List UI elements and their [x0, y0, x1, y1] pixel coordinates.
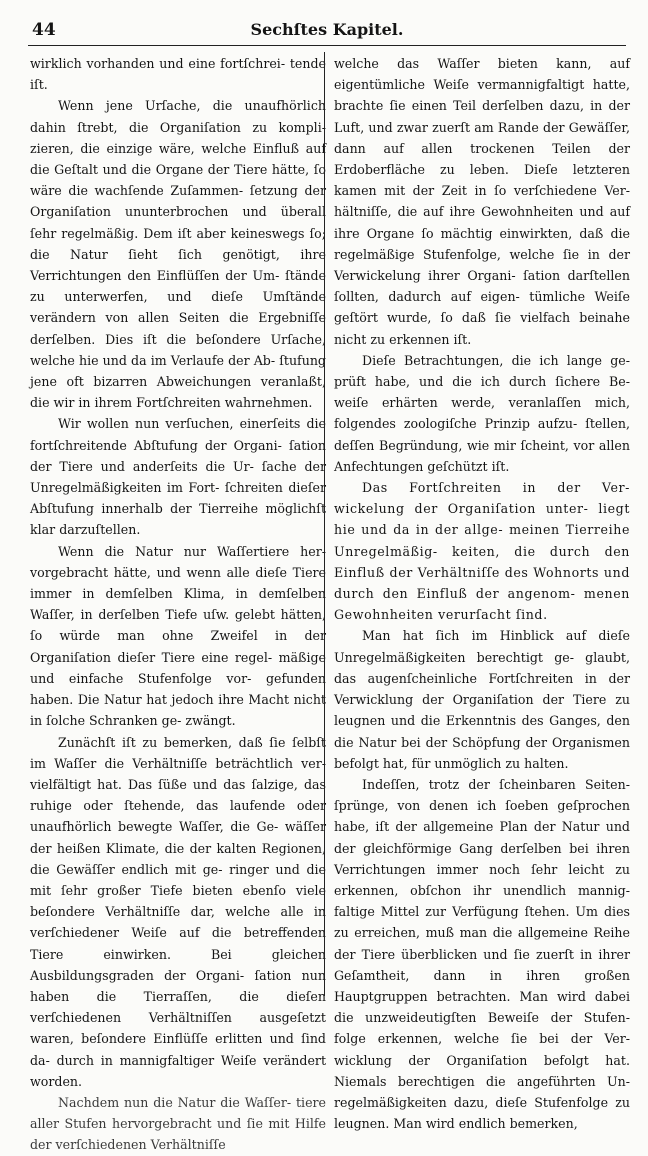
column-divider: [324, 52, 325, 996]
paragraph: Wir wollen nun verſuchen, einerſeits die fortſchreitende Abſtufung der Organi- ſation der Tiere und anderſeits die Ur- ſache der Unregelmäßigkeiten im Fort- ſchreiten dieſer Abſtufung innerhalb der Tierreihe möglichſt klar darzuſtellen.: [30, 416, 326, 538]
paragraph: Man hat ſich im Hinblick auf dieſe Unregelmäßigkeiten berechtigt ge- glaubt, das augenſcheinliche Fortſchreiten in der Verwicklung der Organiſation der Tiere zu leugnen und die Erkenntnis des Ganges, den die Natur bei der Schöpfung der Organismen befolgt hat, für unmöglich zu halten.: [334, 628, 630, 771]
paragraph: Zunächſt iſt zu bemerken, daß ſie ſelbſt im Waſſer die Verhältniſſe beträchtlich ver- vielfältigt hat. Das ſüße und das ſalzige, das ruhige oder ſtehende, das laufende oder unaufhörlich bewegte Waſſer, die Ge- wäſſer der heißen Klimate, die der kalten Regionen, die Gewäſſer endlich mit ge- ringer und die mit ſehr großer Tiefe bieten ebenſo viele beſondere Verhältniſſe dar, welche alle in verſchiedener Weiſe auf die betreffenden Tiere einwirken. Bei gleichen Ausbildungsgraden der Organi- ſation nun haben die Tierraſſen, die dieſen verſchiedenen Verhältniſſen ausgeſetzt waren, beſondere Einflüſſe erlitten und ſind da- durch in mannigfaltiger Weiſe verändert worden.: [30, 734, 326, 1089]
paragraph: wirklich vorhanden und eine fortſchrei- tende iſt.: [30, 56, 326, 93]
running-head: Sechſtes Kapitel.: [250, 20, 404, 39]
paragraph: welche das Waſſer bieten kann, auf eigentümliche Weiſe vermannigfaltigt hatte, brachte ſie einen Teil derſelben dazu, in der Luft, und zwar zuerſt am Rande der Gewäſſer, dann auf allen trockenen Teilen der Erdoberfläche zu leben. Dieſe letzteren kamen mit der Zeit in ſo verſchiedene Ver- hältniſſe, die auf ihre Gewohnheiten und auf ihre Organe ſo mächtig einwirkten, daß die regelmäßige Stufenfolge, welche ſie in der Verwickelung ihrer Organi- ſation darſtellen ſollten, dadurch auf eigen- tümliche Weiſe geſtört wurde, ſo daß ſie vielfach beinahe nicht zu erkennen iſt.: [334, 56, 630, 347]
principle-paragraph: Das Fortſchreiten in der Ver- wickelung der Organiſation unter- liegt hie und da in der allge- meinen Tierreihe Unregelmäßig- keiten, die durch den Einfluß der Verhältniſſe des Wohnorts und durch den Einfluß der angenom- menen Gewohnheiten verurſacht ſind.: [334, 480, 630, 623]
paragraph: Dieſe Betrachtungen, die ich lange ge- prüft habe, und die ich durch ſichere Be- weiſe erhärten werde, veranlaſſen mich, folgendes zoologiſche Prinzip aufzu- ſtellen, deſſen Begründung, wie mir ſcheint, vor allen Anfechtungen geſchützt iſt.: [334, 352, 630, 474]
paragraph: Wenn jene Urſache, die unaufhörlich dahin ſtrebt, die Organiſation zu kompli- zieren, die einzige wäre, welche Einfluß auf die Geſtalt und die Organe der Tiere hätte, ſo wäre die wachſende Zuſammen- ſetzung der Organiſation ununterbrochen und überall ſehr regelmäßig. Dem iſt aber keineswegs ſo; die Natur ſieht ſich genötigt, ihre Verrichtungen den Einflüſſen der Um- ſtände zu unterwerfen, und dieſe Umſtände verändern von allen Seiten die Ergebniſſe derſelben. Dies iſt die beſondere Urſache, welche hie und da im Verlaufe der Ab- ſtufung jene oft bizarren Abweichungen veranlaßt, die wir in ihrem Fortſchreiten wahrnehmen.: [30, 98, 326, 411]
page-number: 44: [32, 20, 56, 40]
paragraph: Wenn die Natur nur Waſſertiere her- vorgebracht hätte, und wenn alle dieſe Tiere immer in demſelben Klima, in demſelben Waſſer, in derſelben Tiefe uſw. gelebt hätten, ſo würde man ohne Zweifel in der Organiſation dieſer Tiere eine regel- mäßige und einfache Stufenfolge vor- gefunden haben. Die Natur hat jedoch ihre Macht nicht in ſolche Schranken ge- zwängt.: [30, 543, 326, 729]
header-rule: [28, 45, 626, 46]
page-header: [28, 20, 626, 44]
left-column: [30, 53, 326, 1156]
right-column: [334, 53, 630, 1134]
paragraph: Nachdem nun die Natur die Waſſer- tiere aller Stufen hervorgebracht und ſie mit Hilfe der verſchiedenen Verhältniſſe: [30, 1094, 326, 1153]
paragraph: Indeſſen, trotz der ſcheinbaren Seiten- ſprünge, von denen ich ſoeben geſprochen habe, iſt der allgemeine Plan der Natur und der gleichförmige Gang derſelben bei ihren Verrichtungen immer noch ſehr leicht zu erkennen, obſchon ihr unendlich mannig- faltige Mittel zur Verfügung ſtehen. Um dies zu erreichen, muß man die allgemeine Reihe der Tiere überblicken und ſie zuerſt in ihrer Geſamtheit, dann in ihren großen Hauptgruppen betrachten. Man wird dabei die unzweideutigſten Beweiſe der Stufen- folge erkennen, welche ſie bei der Ver- wicklung der Organiſation befolgt hat. Niemals berechtigen die angeführten Un- regelmäßigkeiten dazu, dieſe Stufenfolge zu leugnen. Man wird endlich bemerken,: [334, 776, 630, 1132]
